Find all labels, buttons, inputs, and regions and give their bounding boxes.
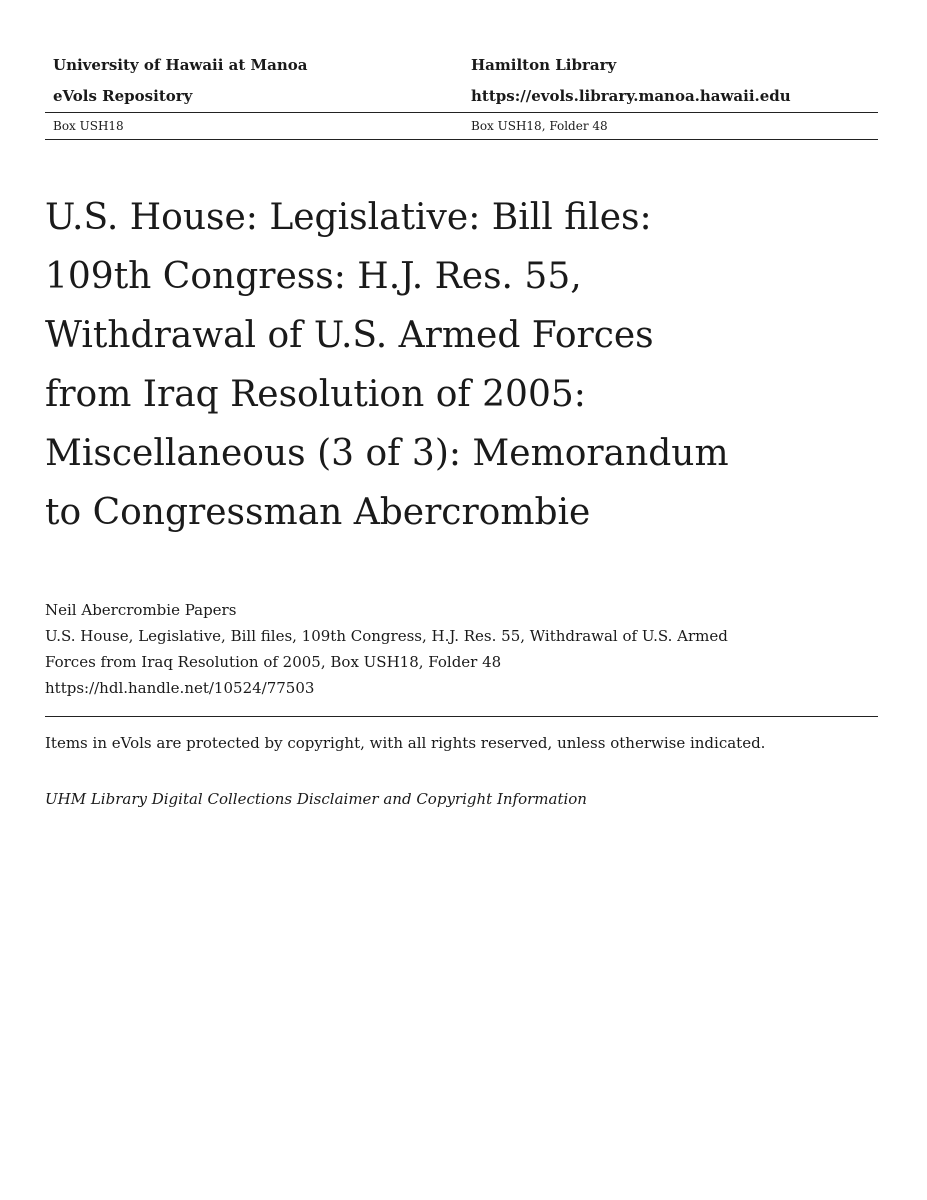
header-bottom-divider (45, 139, 878, 140)
repository-url[interactable]: https://evols.library.manoa.hawaii.edu (471, 87, 791, 105)
institution-name: University of Hawaii at Manoa (53, 56, 308, 74)
title-line: from Iraq Resolution of 2005: (45, 374, 586, 415)
title-line: 109th Congress: H.J. Res. 55, (45, 256, 582, 297)
title-line: U.S. House: Legislative: Bill files: (45, 197, 652, 238)
rights-statement: Items in eVols are protected by copyright, with all rights reserved, unless otherwise indicated. (45, 734, 766, 752)
metadata-divider (45, 716, 878, 717)
folder-label: Box USH18, Folder 48 (471, 119, 608, 133)
handle-link[interactable]: https://hdl.handle.net/10524/77503 (45, 679, 315, 697)
header-row-institution (45, 50, 878, 81)
document-metadata (45, 597, 878, 701)
document-header (45, 50, 878, 140)
collection-path-continued: Forces from Iraq Resolution of 2005, Box USH18, Folder 48 (45, 653, 502, 671)
disclaimer-link[interactable]: UHM Library Digital Collections Disclaimer and Copyright Information (45, 790, 587, 808)
collection-name: Neil Abercrombie Papers (45, 601, 237, 619)
repository-name: eVols Repository (53, 87, 193, 105)
header-row-repository (45, 81, 878, 112)
document-title (45, 188, 805, 542)
title-line: to Congressman Abercrombie (45, 492, 591, 533)
title-line: Withdrawal of U.S. Armed Forces (45, 315, 654, 356)
library-name: Hamilton Library (471, 56, 617, 74)
collection-path: U.S. House, Legislative, Bill files, 109th Congress, H.J. Res. 55, Withdrawal of U.S. Armed (45, 627, 728, 645)
header-row-box (45, 113, 878, 139)
box-label: Box USH18 (53, 119, 124, 133)
title-line: Miscellaneous (3 of 3): Memorandum (45, 433, 729, 474)
